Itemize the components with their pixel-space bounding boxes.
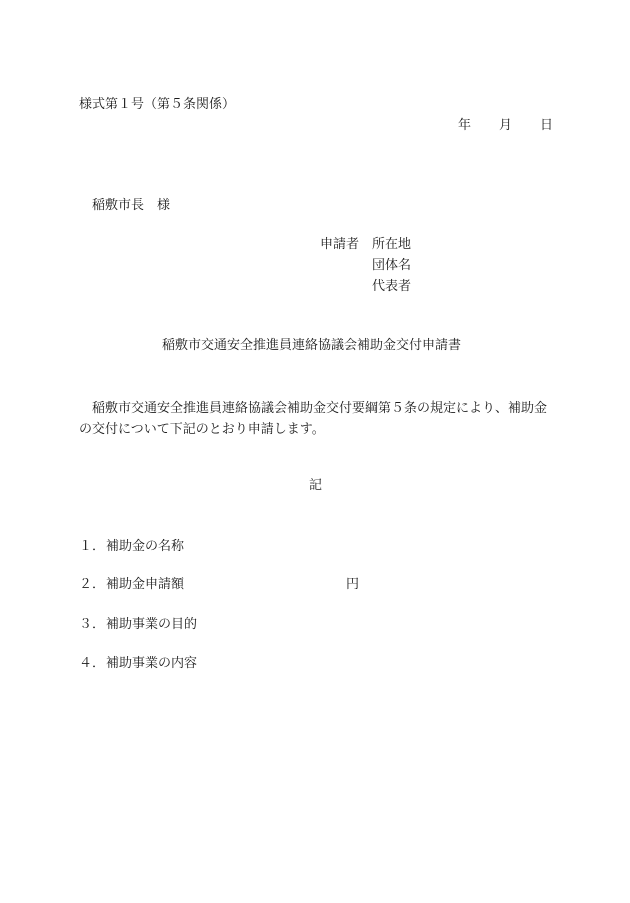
item-label: 補助事業の目的 (106, 617, 198, 632)
item-number: ３． (79, 617, 106, 632)
item-2 (79, 578, 184, 591)
addressee-name: 稲敷市長 (92, 198, 145, 213)
applicant-address-label: 所在地 (372, 237, 412, 252)
date-line (458, 119, 553, 132)
item-number: １． (79, 539, 106, 554)
document-title: 稲敷市交通安全推進員連絡協議会補助金交付申請書 (162, 338, 462, 353)
amount-unit: 円 (346, 577, 360, 592)
ki-heading: 記 (309, 478, 323, 493)
body-text: 稲敷市交通安全推進員連絡協議会補助金交付要綱第５条の規定により、補助金の交付について下記のとおり申請します。 (79, 401, 548, 437)
item-4 (79, 657, 197, 670)
item-number: ４． (79, 656, 106, 671)
applicant-representative-label: 代表者 (372, 279, 412, 294)
item-label: 補助金の名称 (106, 539, 185, 554)
item-number: ２． (79, 577, 106, 592)
addressee-honorific: 様 (157, 198, 171, 213)
applicant-label: 申請者 (320, 237, 360, 252)
item-label: 補助金申請額 (106, 577, 185, 592)
item-label: 補助事業の内容 (106, 656, 198, 671)
addressee (92, 199, 170, 212)
date-year-label: 年 (458, 118, 472, 133)
date-month-label: 月 (499, 118, 513, 133)
date-day-label: 日 (540, 118, 554, 133)
item-3 (79, 618, 197, 631)
item-1 (79, 540, 184, 553)
form-number: 様式第１号（第５条関係） (79, 97, 236, 112)
applicant-organization-label: 団体名 (372, 258, 412, 273)
